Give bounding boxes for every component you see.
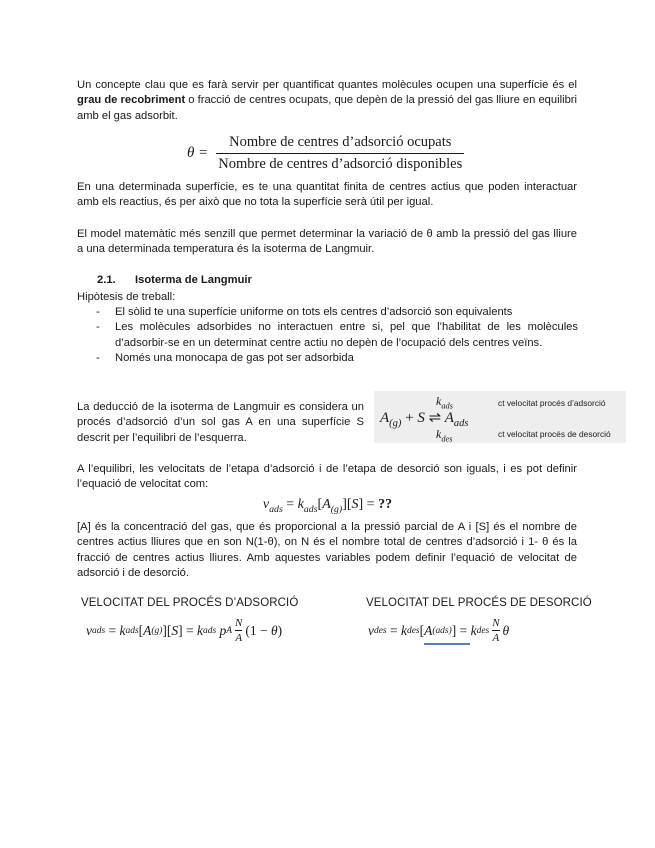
hypothesis-list bbox=[96, 305, 578, 367]
rate-equation: $v_{ads} = k_{ads}[A_{(g)}][S]$ = ?? bbox=[262, 497, 393, 515]
adsorption-rate-equation: v ads = k ads [ A (g) ][ S ] = k ads p A N A (1 − θ ) bbox=[86, 617, 283, 644]
para1-post: o fracció de centres ocupats, que depèn de la pressió del gas lliure en equilibri amb el gas adsorbit. bbox=[77, 94, 578, 122]
para1-bold: grau de recobriment bbox=[77, 94, 186, 107]
reaction-equation-box bbox=[374, 391, 626, 443]
k-des: $k_{des}$ bbox=[436, 427, 453, 444]
k-ads: $k_{ads}$ bbox=[436, 394, 453, 411]
paragraph-equilibri: A l’equilibri, les velocitats de l’etapa d’adsorció i de l’etapa de desorció son iguals, i es pot definir l’equació de velocitat com: bbox=[77, 463, 577, 491]
theta-equation bbox=[187, 134, 464, 173]
desorption-rate-title: VELOCITAT DEL PROCÉS DE DESORCIÓ bbox=[366, 597, 592, 609]
paragraph-model-matematic: El model matemàtic més senzill que permet determinar la variació de θ amb la pressió del gas lliure a una determinada temperatura és la isoterma de Langmuir. bbox=[77, 228, 577, 256]
paragraph-deduccio: La deducció de la isoterma de Langmuir es considera un procés d’adsorció d’un sol gas A en una superfície S descrit per l’equilibri de l’esquerra. bbox=[77, 401, 364, 444]
adsorption-rate-title: VELOCITAT DEL PROCÉS D’ADSORCIÓ bbox=[81, 597, 299, 609]
paragraph-grau-recobriment bbox=[77, 78, 577, 124]
section-title: Isoterma de Langmuir bbox=[135, 274, 252, 286]
list-item: - El sòlid te una superfície uniforme on tots els centres d’adsorció son equivalents bbox=[96, 305, 578, 320]
reaction-equation: $A_{(g)} + S$ ⇌ $A_{ads}$ bbox=[380, 410, 469, 429]
fraction-bar bbox=[216, 153, 464, 154]
theta-numerator: Nombre de centres d’adsorció ocupats bbox=[229, 134, 452, 150]
label-ct-desorcio: ct velocitat procés de desorció bbox=[498, 429, 611, 439]
list-item: - Les molècules adsorbides no interactuen entre si, pel que l’habilitat de les molècules d’adsorbir-se en un determinat centre actiu no depèn de l’ocupació dels centres veïns. bbox=[96, 320, 578, 351]
para1-pre: Un concepte clau que es farà servir per quantificat quantes molècules ocupen una superfície és el bbox=[77, 79, 577, 91]
desorption-rate-equation: v des = k des [ A (ads) ] = k des N A θ bbox=[368, 617, 510, 644]
section-number: 2.1. bbox=[97, 274, 116, 286]
hypothesis-label: Hipòtesis de treball: bbox=[77, 291, 176, 303]
theta-lhs: θ = bbox=[187, 145, 209, 161]
highlight-underline bbox=[424, 643, 470, 645]
label-ct-adsorcio: ct velocitat procés d’adsorció bbox=[498, 398, 606, 408]
list-item: - Només una monocapa de gas pot ser adsorbida bbox=[96, 351, 578, 366]
paragraph-concentracio: [A] és la concentració del gas, que és proporcional a la pressió parcial de A i [S] és el nombre de centres actius lliures que en son N(1-θ), on N és el nombre total de centres d’adsorció i 1- θ és la fracció de centres actius lliures. Amb aquestes variables podem definir l’equació de velocitat de adsorció i de desorció. bbox=[77, 521, 577, 580]
section-heading bbox=[97, 274, 252, 286]
theta-denominator: Nombre de centres d’adsorció disponibles bbox=[218, 156, 463, 172]
paragraph-centres-actius: En una determinada superfície, es te una quantitat finita de centres actius que poden interactuar amb els reactius, és per això que no tota la superfície serà útil per igual. bbox=[77, 181, 577, 209]
